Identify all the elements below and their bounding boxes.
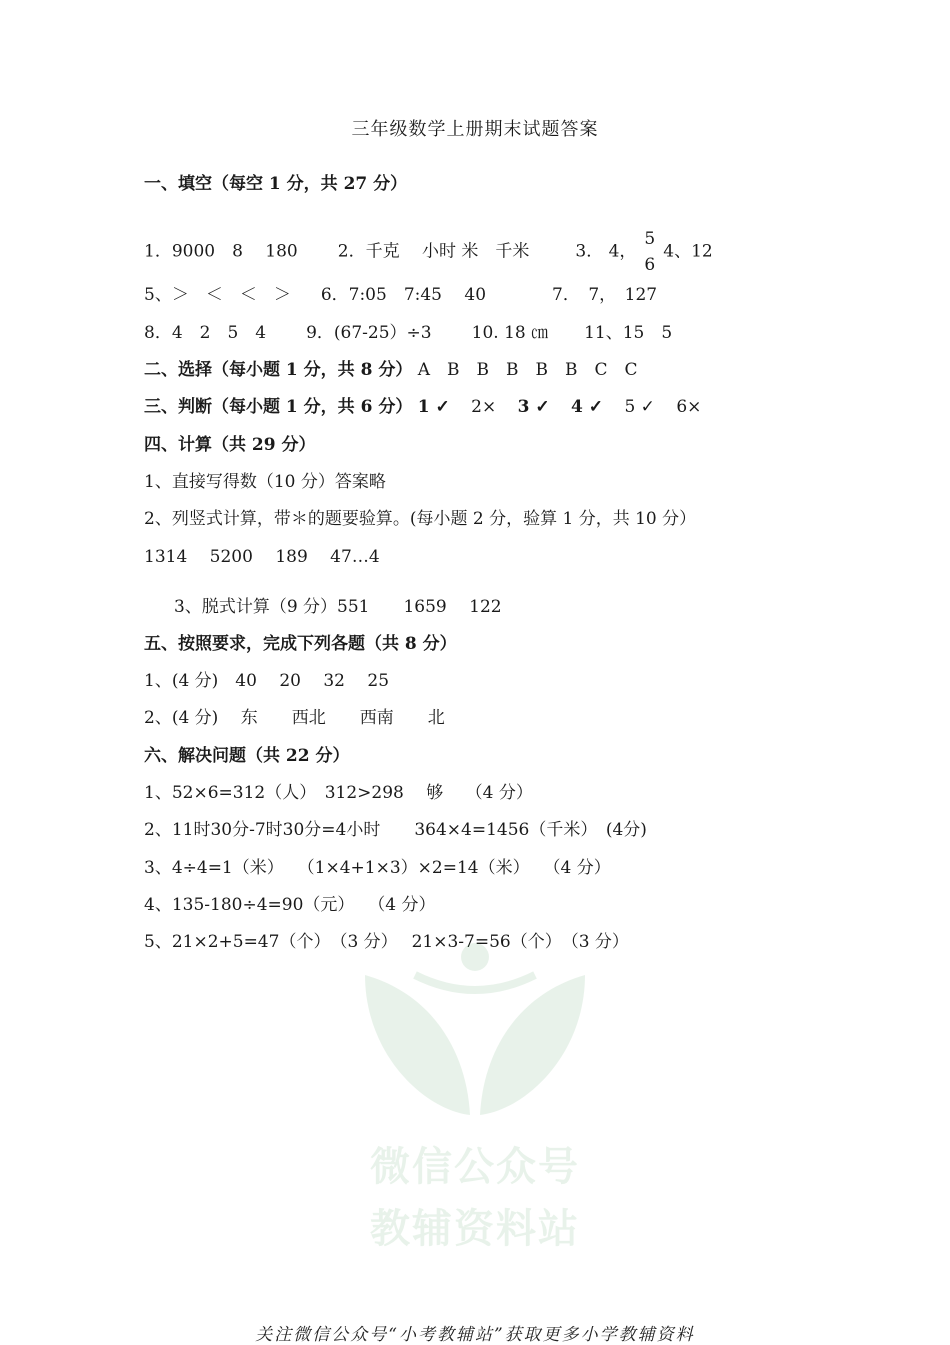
section1-line1 [144,226,713,278]
fill-answer-7: 7． 7， 127 [552,285,658,305]
page-title: 三年级数学上册期末试题答案 [351,119,599,140]
watermark-leaf-icon [355,935,595,1125]
section2-line [144,358,638,382]
calc-item-3: 3、脱式计算（9 分）551 1659 122 [174,597,502,617]
section3-line [144,395,701,419]
judge-answer-1: 1 ✓ [417,397,450,417]
fill-answer-11: 11、15 5 [584,323,673,343]
fraction-denominator: 6 [644,255,656,275]
calc-item-2: 2、列竖式计算，带＊的题要验算。(每小题 2 分，验算 1 分，共 10 分） [144,509,697,529]
footer-note: 关注微信公众号“小考教辅站”获取更多小学教辅资料 [255,1325,695,1345]
task-item-2: 2、(4 分) 东 西北 西南 北 [144,708,445,728]
section1-heading: 一、填空（每空 1 分，共 27 分） [144,174,408,194]
problem-item-5: 5、21×2+5=47（个） （3 分） 21×3-7=56（个） （3 分） [144,932,629,952]
section1-line2 [144,283,657,307]
section5-heading: 五、按照要求，完成下列各题（共 8 分） [144,634,457,654]
watermark-text-1: 微信公众号 [370,1144,580,1190]
section2-heading: 二、选择（每小题 1 分，共 8 分） [144,360,413,380]
problem-item-3: 3、4÷4=1（米） （1×4+1×3）×2=14（米） （4 分） [144,858,611,878]
fraction-numerator: 5 [644,229,656,249]
fill-answer-8: 8．4 2 5 4 [144,323,267,343]
section3-heading: 三、判断（每小题 1 分，共 6 分） [144,397,413,417]
fill-answer-1: 1．9000 8 180 [144,241,298,262]
judge-answer-5: 5 ✓ [624,397,655,417]
judge-answer-3: 3 ✓ [517,397,550,417]
judge-answer-4: 4 ✓ [571,397,604,417]
problem-item-2: 2、11时30分-7时30分=4小时 364×4=1456（千米） (4分) [144,820,647,840]
task-item-1: 1、(4 分) 40 20 32 25 [144,671,390,691]
judge-answer-6: 6× [676,397,702,417]
fill-answer-9: 9．(67-25）÷3 [306,323,432,343]
calc-item-2-answers: 1314 5200 189 47…4 [144,547,380,567]
fill-answer-10: 10. 18 ㎝ [471,323,549,343]
fill-answer-5: 5、＞ ＜ ＜ ＞ [144,285,291,305]
problem-item-4: 4、135-180÷4=90（元） （4 分） [144,895,436,915]
fill-answer-6: 6．7:05 7:45 40 [320,285,487,305]
fraction-5-6 [644,226,655,278]
fill-answer-4: 4、12 [663,241,713,262]
fill-answer-3: 3． 4， [575,241,637,262]
watermark [355,935,595,1255]
judge-answer-2: 2× [471,397,497,417]
watermark-text-2: 教辅资料站 [370,1206,580,1252]
fill-answer-2: 2．千克 小时 米 千米 [337,241,530,262]
section6-heading: 六、解决问题（共 22 分） [144,746,350,766]
calc-item-1: 1、直接写得数（10 分）答案略 [144,472,386,492]
section1-line3 [144,321,672,345]
section4-heading: 四、计算（共 29 分） [144,435,316,455]
problem-item-1: 1、52×6=312（人） 312>298 够 （4 分） [144,783,533,803]
choice-answers: A B B B B B C C [417,360,638,380]
